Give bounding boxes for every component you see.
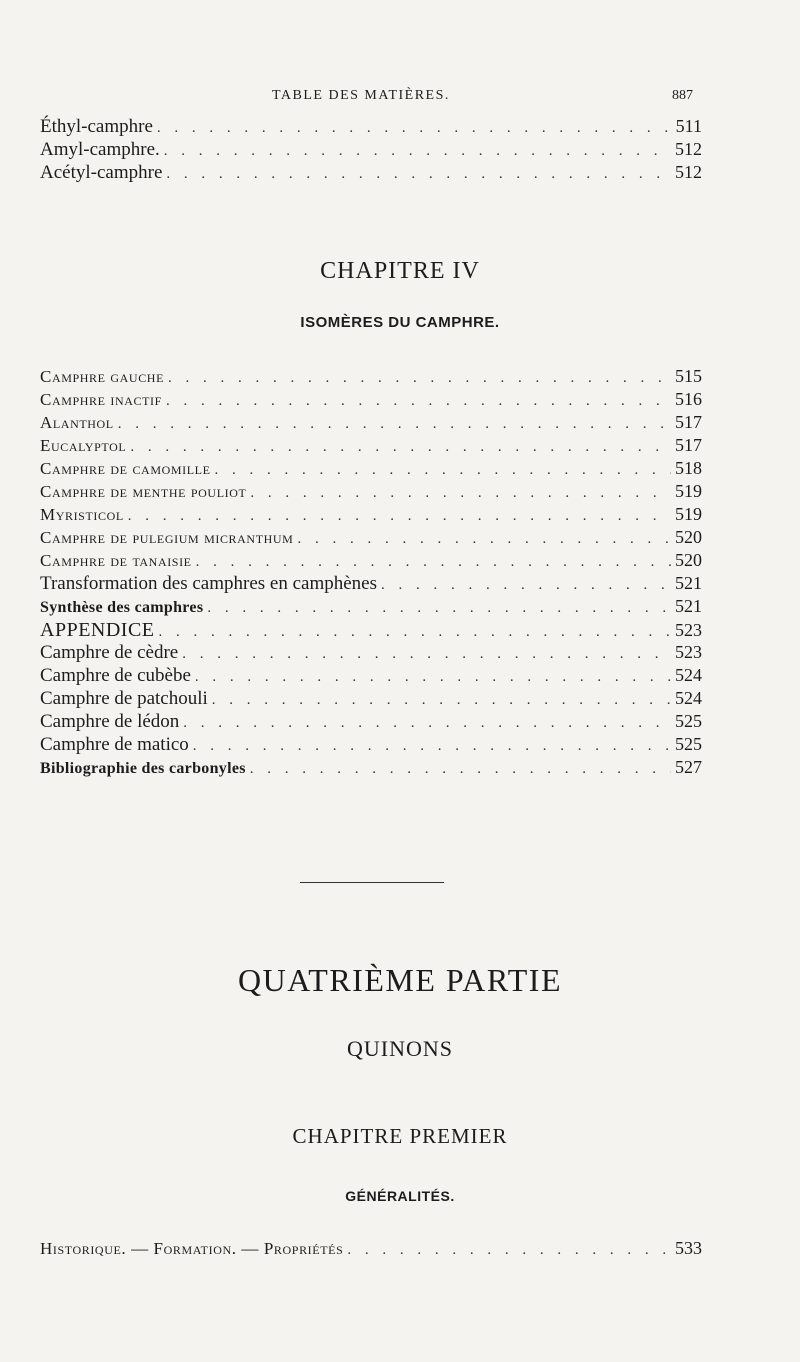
page-number: 887 bbox=[672, 88, 693, 103]
toc-entry-page: 523 bbox=[675, 642, 702, 662]
toc-dot-leader bbox=[250, 761, 671, 778]
toc-entry-label: Alanthol bbox=[40, 413, 114, 432]
toc-dot-leader bbox=[381, 577, 671, 594]
toc-entry-page: 519 bbox=[675, 504, 702, 524]
toc-entry bbox=[40, 642, 702, 664]
toc-entry-label: Éthyl-camphre bbox=[40, 116, 153, 137]
part-subheading: QUINONS bbox=[347, 1036, 453, 1061]
toc-entry bbox=[40, 116, 702, 138]
toc-dot-leader bbox=[118, 416, 671, 433]
toc-entry-page: 516 bbox=[675, 389, 702, 409]
toc-entry-page: 523 bbox=[675, 620, 702, 640]
toc-entry-label: APPENDICE bbox=[40, 619, 155, 641]
chapter-subheading: ISOMÈRES DU CAMPHRE. bbox=[300, 314, 500, 331]
toc-entry-label: Camphre de patchouli bbox=[40, 688, 208, 709]
toc-entry-page: 525 bbox=[675, 711, 702, 731]
toc-entry-label: Eucalyptol bbox=[40, 436, 127, 455]
chapter-heading: CHAPITRE PREMIER bbox=[292, 1124, 508, 1148]
toc-entry-page: 517 bbox=[675, 435, 702, 455]
toc-entry-label: Camphre de matico bbox=[40, 734, 189, 755]
toc-entry-label: Camphre de menthe pouliot bbox=[40, 482, 247, 501]
toc-dot-leader bbox=[193, 738, 671, 755]
toc-dot-leader bbox=[182, 646, 671, 663]
toc-entry bbox=[40, 162, 702, 184]
toc-entry bbox=[40, 412, 702, 434]
toc-dot-leader bbox=[207, 600, 671, 617]
toc-entry-label: Camphre gauche bbox=[40, 367, 164, 386]
toc-entry-page: 521 bbox=[675, 596, 702, 616]
toc-dot-leader bbox=[159, 624, 671, 641]
toc-entry-page: 520 bbox=[675, 550, 702, 570]
toc-dot-leader bbox=[128, 508, 671, 525]
toc-entry-page: 524 bbox=[675, 665, 702, 685]
toc-entry-label: Camphre inactif bbox=[40, 390, 162, 409]
toc-entry bbox=[40, 596, 702, 618]
toc-entry-label: Camphre de pulegium micranthum bbox=[40, 528, 294, 547]
toc-entry-label: Amyl-camphre. bbox=[40, 139, 160, 160]
toc-entry-label: Camphre de cèdre bbox=[40, 642, 179, 663]
section-divider bbox=[300, 882, 444, 883]
toc-dot-leader bbox=[196, 554, 671, 571]
toc-entry-page: 517 bbox=[675, 412, 702, 432]
toc-entry-label: Camphre de camomille bbox=[40, 459, 211, 478]
toc-dot-leader bbox=[164, 143, 671, 160]
toc-dot-leader bbox=[168, 370, 671, 387]
toc-entry bbox=[40, 458, 702, 480]
toc-entry bbox=[40, 734, 702, 756]
toc-dot-leader bbox=[166, 166, 671, 183]
toc-entry bbox=[40, 550, 702, 572]
toc-dot-leader bbox=[195, 669, 671, 686]
toc-entry-label: Camphre de cubèbe bbox=[40, 665, 191, 686]
toc-dot-leader bbox=[297, 531, 671, 548]
toc-entry-page: 515 bbox=[675, 366, 702, 386]
toc-entry-page: 521 bbox=[675, 573, 702, 593]
toc-entry-page: 524 bbox=[675, 688, 702, 708]
toc-dot-leader bbox=[215, 462, 671, 479]
toc-entry-page: 518 bbox=[675, 458, 702, 478]
toc-entry-page: 512 bbox=[675, 162, 702, 182]
toc-entry bbox=[40, 481, 702, 503]
part-heading: QUATRIÈME PARTIE bbox=[237, 962, 562, 998]
toc-entry-label: Transformation des camphres en camphènes bbox=[40, 573, 377, 594]
toc-dot-leader bbox=[130, 439, 671, 456]
toc-dot-leader bbox=[183, 715, 671, 732]
toc-entry bbox=[40, 139, 702, 161]
running-head bbox=[0, 88, 800, 108]
toc-entry-label: Camphre de lédon bbox=[40, 711, 180, 732]
toc-entry bbox=[40, 1238, 702, 1260]
toc-entry-page: 512 bbox=[675, 139, 702, 159]
toc-entry-label: Camphre de tanaisie bbox=[40, 551, 192, 570]
toc-entry-label: Acétyl-camphre bbox=[40, 162, 163, 183]
toc-entry bbox=[40, 366, 702, 388]
toc-entry-page: 511 bbox=[675, 116, 702, 136]
toc-entry bbox=[40, 665, 702, 687]
toc-entry-page: 520 bbox=[675, 527, 702, 547]
toc-entry-label: Myristicol bbox=[40, 505, 124, 524]
toc-dot-leader bbox=[166, 393, 671, 410]
toc-entry-page: 533 bbox=[675, 1238, 702, 1258]
toc-entry bbox=[40, 711, 702, 733]
toc-dot-leader bbox=[212, 692, 671, 709]
chapter-subheading: GÉNÉRALITÉS. bbox=[345, 1188, 455, 1204]
toc-entry bbox=[40, 757, 702, 779]
toc-entry bbox=[40, 435, 702, 457]
toc-entry bbox=[40, 389, 702, 411]
toc-entry-label: Bibliographie des carbonyles bbox=[40, 760, 246, 777]
toc-entry-page: 525 bbox=[675, 734, 702, 754]
toc-entry bbox=[40, 527, 702, 549]
toc-entry bbox=[40, 573, 702, 595]
toc-entry-label: Historique. — Formation. — Propriétés bbox=[40, 1239, 344, 1258]
toc-dot-leader bbox=[347, 1242, 671, 1259]
toc-entry bbox=[40, 688, 702, 710]
running-title: TABLE DES MATIÈRES. bbox=[272, 88, 450, 103]
toc-entry bbox=[40, 619, 702, 641]
toc-entry bbox=[40, 504, 702, 526]
toc-entry-page: 527 bbox=[675, 757, 702, 777]
chapter-heading: CHAPITRE IV bbox=[320, 258, 480, 284]
toc-entry-label: Synthèse des camphres bbox=[40, 599, 204, 616]
toc-dot-leader bbox=[250, 485, 671, 502]
toc-dot-leader bbox=[157, 120, 672, 137]
toc-entry-page: 519 bbox=[675, 481, 702, 501]
